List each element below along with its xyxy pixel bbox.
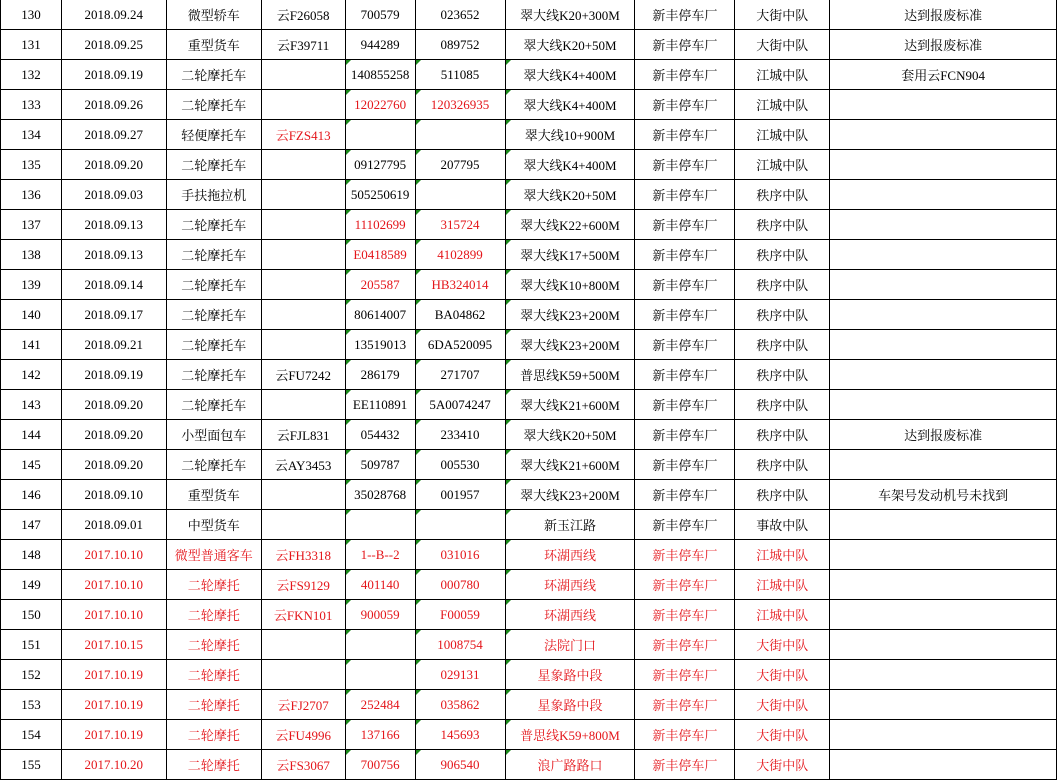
cell-team: 大街中队 bbox=[735, 750, 830, 780]
cell-engine: 80614007 bbox=[345, 300, 415, 330]
cell-note bbox=[830, 510, 1057, 540]
cell-num: 150 bbox=[1, 600, 62, 630]
cell-unit: 新丰停车厂 bbox=[635, 300, 735, 330]
cell-engine: 140855258 bbox=[345, 60, 415, 90]
cell-note bbox=[830, 630, 1057, 660]
cell-frame: 6DA520095 bbox=[415, 330, 505, 360]
cell-date: 2018.09.19 bbox=[61, 360, 166, 390]
cell-frame: 315724 bbox=[415, 210, 505, 240]
cell-plate bbox=[261, 480, 345, 510]
cell-engine: 401140 bbox=[345, 570, 415, 600]
cell-team: 秩序中队 bbox=[735, 330, 830, 360]
cell-note bbox=[830, 270, 1057, 300]
cell-frame: 005530 bbox=[415, 450, 505, 480]
cell-frame: F00059 bbox=[415, 600, 505, 630]
cell-team: 大街中队 bbox=[735, 660, 830, 690]
cell-note bbox=[830, 360, 1057, 390]
cell-note bbox=[830, 120, 1057, 150]
table-row bbox=[1, 120, 1057, 150]
cell-loc: 环湖西线 bbox=[505, 600, 635, 630]
cell-note bbox=[830, 720, 1057, 750]
cell-date: 2017.10.15 bbox=[61, 630, 166, 660]
cell-loc: 翠大线K23+200M bbox=[505, 300, 635, 330]
table-row bbox=[1, 660, 1057, 690]
cell-team: 秩序中队 bbox=[735, 480, 830, 510]
cell-unit: 新丰停车厂 bbox=[635, 660, 735, 690]
cell-num: 131 bbox=[1, 30, 62, 60]
cell-loc: 环湖西线 bbox=[505, 540, 635, 570]
cell-date: 2018.09.01 bbox=[61, 510, 166, 540]
table-row bbox=[1, 240, 1057, 270]
cell-frame: 4102899 bbox=[415, 240, 505, 270]
cell-plate: 云F39711 bbox=[261, 30, 345, 60]
cell-frame: 511085 bbox=[415, 60, 505, 90]
cell-unit: 新丰停车厂 bbox=[635, 330, 735, 360]
cell-plate bbox=[261, 180, 345, 210]
cell-engine: 09127795 bbox=[345, 150, 415, 180]
cell-note bbox=[830, 330, 1057, 360]
table-row bbox=[1, 390, 1057, 420]
cell-team: 秩序中队 bbox=[735, 270, 830, 300]
table-row bbox=[1, 150, 1057, 180]
cell-num: 143 bbox=[1, 390, 62, 420]
cell-unit: 新丰停车厂 bbox=[635, 570, 735, 600]
table-row bbox=[1, 90, 1057, 120]
table-row bbox=[1, 450, 1057, 480]
cell-type: 二轮摩托车 bbox=[166, 150, 261, 180]
cell-num: 144 bbox=[1, 420, 62, 450]
cell-loc: 翠大线K4+400M bbox=[505, 150, 635, 180]
cell-plate bbox=[261, 660, 345, 690]
cell-num: 155 bbox=[1, 750, 62, 780]
table-row bbox=[1, 420, 1057, 450]
cell-type: 手扶拖拉机 bbox=[166, 180, 261, 210]
cell-type: 重型货车 bbox=[166, 30, 261, 60]
cell-loc: 翠大线K21+600M bbox=[505, 390, 635, 420]
cell-note bbox=[830, 390, 1057, 420]
cell-engine: 900059 bbox=[345, 600, 415, 630]
cell-type: 二轮摩托车 bbox=[166, 60, 261, 90]
cell-note bbox=[830, 300, 1057, 330]
cell-date: 2018.09.13 bbox=[61, 210, 166, 240]
cell-team: 大街中队 bbox=[735, 30, 830, 60]
table-row bbox=[1, 480, 1057, 510]
cell-type: 二轮摩托车 bbox=[166, 210, 261, 240]
cell-engine bbox=[345, 120, 415, 150]
cell-num: 148 bbox=[1, 540, 62, 570]
cell-loc: 法院门口 bbox=[505, 630, 635, 660]
table-row bbox=[1, 540, 1057, 570]
cell-loc: 翠大线K20+50M bbox=[505, 30, 635, 60]
table-row bbox=[1, 30, 1057, 60]
cell-loc: 翠大线K22+600M bbox=[505, 210, 635, 240]
cell-team: 大街中队 bbox=[735, 630, 830, 660]
cell-num: 134 bbox=[1, 120, 62, 150]
cell-note bbox=[830, 540, 1057, 570]
cell-unit: 新丰停车厂 bbox=[635, 180, 735, 210]
cell-frame bbox=[415, 180, 505, 210]
table-row bbox=[1, 360, 1057, 390]
cell-frame: 5A0074247 bbox=[415, 390, 505, 420]
cell-note bbox=[830, 690, 1057, 720]
cell-loc: 翠大线K4+400M bbox=[505, 60, 635, 90]
table-row bbox=[1, 570, 1057, 600]
cell-team: 江城中队 bbox=[735, 600, 830, 630]
cell-num: 142 bbox=[1, 360, 62, 390]
cell-type: 微型普通客车 bbox=[166, 540, 261, 570]
table-body bbox=[1, 0, 1057, 780]
cell-type: 中型货车 bbox=[166, 510, 261, 540]
table-row bbox=[1, 300, 1057, 330]
cell-plate bbox=[261, 510, 345, 540]
cell-num: 152 bbox=[1, 660, 62, 690]
cell-plate: 云FH3318 bbox=[261, 540, 345, 570]
cell-unit: 新丰停车厂 bbox=[635, 90, 735, 120]
cell-plate: 云AY3453 bbox=[261, 450, 345, 480]
cell-type: 二轮摩托 bbox=[166, 720, 261, 750]
cell-date: 2018.09.27 bbox=[61, 120, 166, 150]
cell-unit: 新丰停车厂 bbox=[635, 600, 735, 630]
cell-engine: EE110891 bbox=[345, 390, 415, 420]
cell-date: 2018.09.24 bbox=[61, 0, 166, 30]
cell-loc: 普思线K59+800M bbox=[505, 720, 635, 750]
table-row bbox=[1, 600, 1057, 630]
cell-date: 2017.10.19 bbox=[61, 660, 166, 690]
cell-unit: 新丰停车厂 bbox=[635, 240, 735, 270]
cell-frame bbox=[415, 120, 505, 150]
cell-date: 2018.09.17 bbox=[61, 300, 166, 330]
cell-date: 2018.09.20 bbox=[61, 150, 166, 180]
cell-type: 二轮摩托 bbox=[166, 570, 261, 600]
cell-team: 江城中队 bbox=[735, 120, 830, 150]
cell-team: 秩序中队 bbox=[735, 180, 830, 210]
cell-engine: 1--B--2 bbox=[345, 540, 415, 570]
cell-plate: 云FS9129 bbox=[261, 570, 345, 600]
cell-type: 二轮摩托 bbox=[166, 600, 261, 630]
cell-num: 149 bbox=[1, 570, 62, 600]
cell-loc: 翠大线K10+800M bbox=[505, 270, 635, 300]
cell-team: 秩序中队 bbox=[735, 390, 830, 420]
cell-date: 2018.09.13 bbox=[61, 240, 166, 270]
cell-unit: 新丰停车厂 bbox=[635, 270, 735, 300]
table-row bbox=[1, 180, 1057, 210]
cell-note bbox=[830, 570, 1057, 600]
cell-date: 2018.09.21 bbox=[61, 330, 166, 360]
cell-date: 2018.09.20 bbox=[61, 420, 166, 450]
cell-frame: 031016 bbox=[415, 540, 505, 570]
cell-unit: 新丰停车厂 bbox=[635, 150, 735, 180]
cell-frame: 029131 bbox=[415, 660, 505, 690]
cell-team: 秩序中队 bbox=[735, 210, 830, 240]
cell-plate bbox=[261, 90, 345, 120]
cell-engine bbox=[345, 630, 415, 660]
cell-engine bbox=[345, 510, 415, 540]
cell-num: 146 bbox=[1, 480, 62, 510]
cell-date: 2017.10.19 bbox=[61, 720, 166, 750]
cell-loc: 新玉江路 bbox=[505, 510, 635, 540]
cell-type: 二轮摩托车 bbox=[166, 330, 261, 360]
cell-unit: 新丰停车厂 bbox=[635, 60, 735, 90]
cell-unit: 新丰停车厂 bbox=[635, 0, 735, 30]
cell-engine: 700756 bbox=[345, 750, 415, 780]
cell-team: 秩序中队 bbox=[735, 420, 830, 450]
cell-date: 2018.09.26 bbox=[61, 90, 166, 120]
cell-loc: 翠大线K21+600M bbox=[505, 450, 635, 480]
cell-plate: 云FS3067 bbox=[261, 750, 345, 780]
cell-num: 151 bbox=[1, 630, 62, 660]
cell-plate bbox=[261, 300, 345, 330]
cell-note bbox=[830, 90, 1057, 120]
cell-plate: 云FU4996 bbox=[261, 720, 345, 750]
cell-loc: 翠大线K20+50M bbox=[505, 420, 635, 450]
cell-frame: BA04862 bbox=[415, 300, 505, 330]
cell-team: 秩序中队 bbox=[735, 360, 830, 390]
cell-num: 154 bbox=[1, 720, 62, 750]
cell-num: 141 bbox=[1, 330, 62, 360]
cell-loc: 翠大线K23+200M bbox=[505, 330, 635, 360]
cell-engine: 13519013 bbox=[345, 330, 415, 360]
cell-loc: 普思线K59+500M bbox=[505, 360, 635, 390]
cell-plate: 云FU7242 bbox=[261, 360, 345, 390]
cell-type: 二轮摩托车 bbox=[166, 270, 261, 300]
cell-engine: 700579 bbox=[345, 0, 415, 30]
cell-plate bbox=[261, 390, 345, 420]
cell-loc: 翠大线K20+300M bbox=[505, 0, 635, 30]
cell-note: 车架号发动机号未找到 bbox=[830, 480, 1057, 510]
cell-type: 微型轿车 bbox=[166, 0, 261, 30]
cell-date: 2017.10.20 bbox=[61, 750, 166, 780]
cell-date: 2018.09.03 bbox=[61, 180, 166, 210]
cell-note bbox=[830, 210, 1057, 240]
cell-frame: 089752 bbox=[415, 30, 505, 60]
cell-num: 139 bbox=[1, 270, 62, 300]
cell-engine: 054432 bbox=[345, 420, 415, 450]
cell-num: 145 bbox=[1, 450, 62, 480]
cell-note bbox=[830, 240, 1057, 270]
cell-num: 133 bbox=[1, 90, 62, 120]
cell-plate bbox=[261, 150, 345, 180]
cell-loc: 环湖西线 bbox=[505, 570, 635, 600]
cell-unit: 新丰停车厂 bbox=[635, 690, 735, 720]
cell-type: 二轮摩托车 bbox=[166, 300, 261, 330]
cell-engine: 11102699 bbox=[345, 210, 415, 240]
cell-frame: 023652 bbox=[415, 0, 505, 30]
cell-note: 达到报废标准 bbox=[830, 30, 1057, 60]
table-row bbox=[1, 210, 1057, 240]
cell-engine: 505250619 bbox=[345, 180, 415, 210]
cell-team: 江城中队 bbox=[735, 150, 830, 180]
cell-plate: 云FKN101 bbox=[261, 600, 345, 630]
cell-num: 138 bbox=[1, 240, 62, 270]
cell-type: 轻便摩托车 bbox=[166, 120, 261, 150]
cell-num: 137 bbox=[1, 210, 62, 240]
cell-engine: 252484 bbox=[345, 690, 415, 720]
cell-frame: 271707 bbox=[415, 360, 505, 390]
cell-team: 秩序中队 bbox=[735, 240, 830, 270]
cell-unit: 新丰停车厂 bbox=[635, 510, 735, 540]
cell-date: 2018.09.19 bbox=[61, 60, 166, 90]
table-row bbox=[1, 510, 1057, 540]
cell-note bbox=[830, 750, 1057, 780]
cell-team: 江城中队 bbox=[735, 570, 830, 600]
cell-frame: 233410 bbox=[415, 420, 505, 450]
cell-plate bbox=[261, 270, 345, 300]
table-row bbox=[1, 750, 1057, 780]
cell-plate: 云FJ2707 bbox=[261, 690, 345, 720]
cell-team: 江城中队 bbox=[735, 60, 830, 90]
cell-date: 2017.10.19 bbox=[61, 690, 166, 720]
cell-unit: 新丰停车厂 bbox=[635, 750, 735, 780]
cell-num: 136 bbox=[1, 180, 62, 210]
cell-note bbox=[830, 180, 1057, 210]
cell-date: 2018.09.20 bbox=[61, 450, 166, 480]
cell-unit: 新丰停车厂 bbox=[635, 120, 735, 150]
cell-engine bbox=[345, 660, 415, 690]
table-row bbox=[1, 630, 1057, 660]
table-row bbox=[1, 0, 1057, 30]
cell-frame: 120326935 bbox=[415, 90, 505, 120]
table-row bbox=[1, 690, 1057, 720]
cell-team: 秩序中队 bbox=[735, 300, 830, 330]
cell-loc: 星象路中段 bbox=[505, 690, 635, 720]
cell-frame: 035862 bbox=[415, 690, 505, 720]
cell-loc: 翠大线K4+400M bbox=[505, 90, 635, 120]
cell-type: 二轮摩托车 bbox=[166, 360, 261, 390]
cell-date: 2017.10.10 bbox=[61, 600, 166, 630]
cell-loc: 星象路中段 bbox=[505, 660, 635, 690]
cell-unit: 新丰停车厂 bbox=[635, 30, 735, 60]
cell-num: 153 bbox=[1, 690, 62, 720]
table-row bbox=[1, 60, 1057, 90]
cell-engine: 12022760 bbox=[345, 90, 415, 120]
cell-note bbox=[830, 150, 1057, 180]
cell-engine: E0418589 bbox=[345, 240, 415, 270]
cell-frame: 001957 bbox=[415, 480, 505, 510]
cell-unit: 新丰停车厂 bbox=[635, 480, 735, 510]
cell-note: 套用云FCN904 bbox=[830, 60, 1057, 90]
cell-engine: 35028768 bbox=[345, 480, 415, 510]
cell-loc: 翠大线K20+50M bbox=[505, 180, 635, 210]
cell-date: 2017.10.10 bbox=[61, 540, 166, 570]
cell-date: 2018.09.20 bbox=[61, 390, 166, 420]
cell-team: 大街中队 bbox=[735, 720, 830, 750]
cell-team: 江城中队 bbox=[735, 540, 830, 570]
cell-team: 大街中队 bbox=[735, 0, 830, 30]
cell-frame: 145693 bbox=[415, 720, 505, 750]
cell-note bbox=[830, 450, 1057, 480]
cell-loc: 浪广路路口 bbox=[505, 750, 635, 780]
cell-plate bbox=[261, 330, 345, 360]
cell-loc: 翠大线10+900M bbox=[505, 120, 635, 150]
cell-date: 2018.09.10 bbox=[61, 480, 166, 510]
cell-plate bbox=[261, 240, 345, 270]
cell-team: 江城中队 bbox=[735, 90, 830, 120]
cell-plate bbox=[261, 210, 345, 240]
cell-date: 2017.10.10 bbox=[61, 570, 166, 600]
cell-type: 二轮摩托车 bbox=[166, 390, 261, 420]
cell-engine: 944289 bbox=[345, 30, 415, 60]
cell-note: 达到报废标准 bbox=[830, 0, 1057, 30]
cell-frame bbox=[415, 510, 505, 540]
cell-type: 小型面包车 bbox=[166, 420, 261, 450]
cell-engine: 205587 bbox=[345, 270, 415, 300]
cell-type: 二轮摩托车 bbox=[166, 450, 261, 480]
cell-team: 秩序中队 bbox=[735, 450, 830, 480]
cell-unit: 新丰停车厂 bbox=[635, 390, 735, 420]
cell-frame: 000780 bbox=[415, 570, 505, 600]
cell-type: 二轮摩托 bbox=[166, 750, 261, 780]
cell-unit: 新丰停车厂 bbox=[635, 360, 735, 390]
cell-type: 二轮摩托车 bbox=[166, 90, 261, 120]
cell-loc: 翠大线K23+200M bbox=[505, 480, 635, 510]
cell-type: 二轮摩托车 bbox=[166, 240, 261, 270]
cell-note: 达到报废标准 bbox=[830, 420, 1057, 450]
cell-note bbox=[830, 660, 1057, 690]
cell-date: 2018.09.14 bbox=[61, 270, 166, 300]
cell-frame: 906540 bbox=[415, 750, 505, 780]
cell-plate: 云FZS413 bbox=[261, 120, 345, 150]
cell-unit: 新丰停车厂 bbox=[635, 540, 735, 570]
cell-engine: 137166 bbox=[345, 720, 415, 750]
cell-unit: 新丰停车厂 bbox=[635, 420, 735, 450]
cell-team: 事故中队 bbox=[735, 510, 830, 540]
cell-unit: 新丰停车厂 bbox=[635, 720, 735, 750]
cell-plate: 云FJL831 bbox=[261, 420, 345, 450]
cell-type: 重型货车 bbox=[166, 480, 261, 510]
cell-team: 大街中队 bbox=[735, 690, 830, 720]
table-row bbox=[1, 720, 1057, 750]
cell-loc: 翠大线K17+500M bbox=[505, 240, 635, 270]
cell-num: 132 bbox=[1, 60, 62, 90]
table-row bbox=[1, 330, 1057, 360]
cell-num: 135 bbox=[1, 150, 62, 180]
cell-plate: 云F26058 bbox=[261, 0, 345, 30]
cell-type: 二轮摩托 bbox=[166, 630, 261, 660]
cell-engine: 286179 bbox=[345, 360, 415, 390]
cell-type: 二轮摩托 bbox=[166, 690, 261, 720]
cell-frame: 1008754 bbox=[415, 630, 505, 660]
cell-note bbox=[830, 600, 1057, 630]
cell-num: 147 bbox=[1, 510, 62, 540]
cell-type: 二轮摩托 bbox=[166, 660, 261, 690]
cell-frame: 207795 bbox=[415, 150, 505, 180]
cell-num: 140 bbox=[1, 300, 62, 330]
cell-frame: HB324014 bbox=[415, 270, 505, 300]
cell-date: 2018.09.25 bbox=[61, 30, 166, 60]
cell-unit: 新丰停车厂 bbox=[635, 450, 735, 480]
cell-plate bbox=[261, 60, 345, 90]
table-row bbox=[1, 270, 1057, 300]
cell-unit: 新丰停车厂 bbox=[635, 630, 735, 660]
cell-engine: 509787 bbox=[345, 450, 415, 480]
cell-plate bbox=[261, 630, 345, 660]
cell-num: 130 bbox=[1, 0, 62, 30]
cell-unit: 新丰停车厂 bbox=[635, 210, 735, 240]
